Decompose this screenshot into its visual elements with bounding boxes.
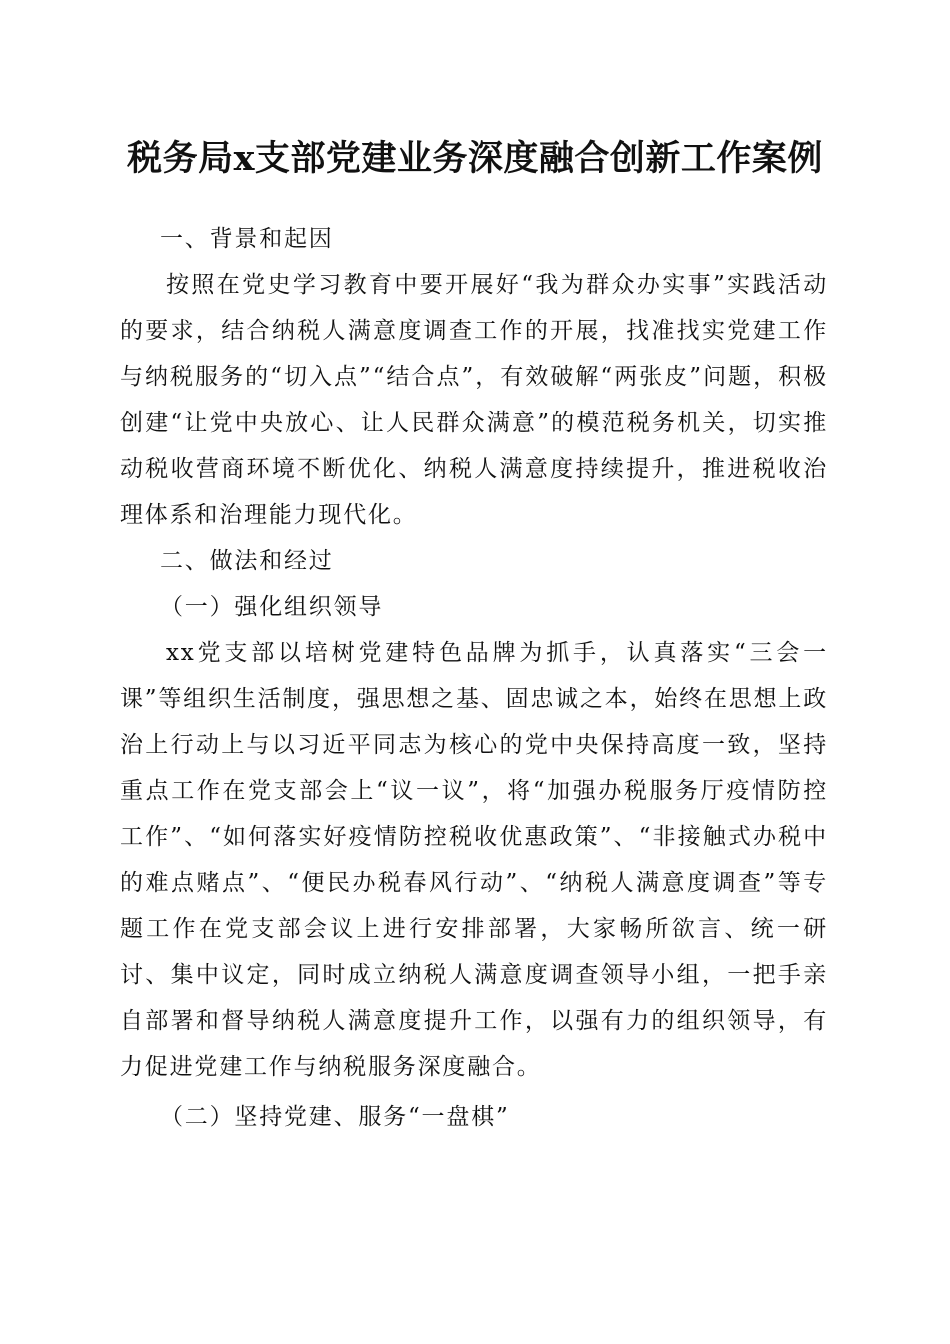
section-heading-background: 一、背景和起因	[160, 226, 334, 252]
section-heading-practice: 二、做法和经过	[160, 548, 334, 574]
subsection-heading-organization: （一）强化组织领导	[160, 594, 384, 620]
subsection-heading-one-board: （二）坚持党建、服务“一盘棋”	[160, 1104, 510, 1130]
document-body	[120, 216, 828, 1140]
subsection-paragraph-organization: xx党支部以培树党建特色品牌为抓手，认真落实“三会一课”等组织生活制度，强思想之基、固忠诚之本，始终在思想上政治上行动上与以习近平同志为核心的党中央保持高度一致，坚持重点工作在党支部会上“议一议”，将“加强办税服务厅疫情防控工作”、“如何落实好疫情防控税收优惠政策”、“非接触式办税中的难点赌点”、“便民办税春风行动”、“纳税人满意度调查”等专题工作在党支部会议上进行安排部署，大家畅所欲言、统一研讨、集中议定，同时成立纳税人满意度调查领导小组，一把手亲自部署和督导纳税人满意度提升工作，以强有力的组织领导，有力促进党建工作与纳税服务深度融合。	[120, 640, 828, 1080]
section-paragraph-background: 按照在党史学习教育中要开展好“我为群众办实事”实践活动的要求，结合纳税人满意度调查工作的开展，找准找实党建工作与纳税服务的“切入点”“结合点”，有效破解“两张皮”问题，积极创建“让党中央放心、让人民群众满意”的模范税务机关，切实推动税收营商环境不断优化、纳税人满意度持续提升，推进税收治理体系和治理能力现代化。	[120, 272, 828, 528]
document-title: 税务局x支部党建业务深度融合创新工作案例	[127, 138, 823, 179]
